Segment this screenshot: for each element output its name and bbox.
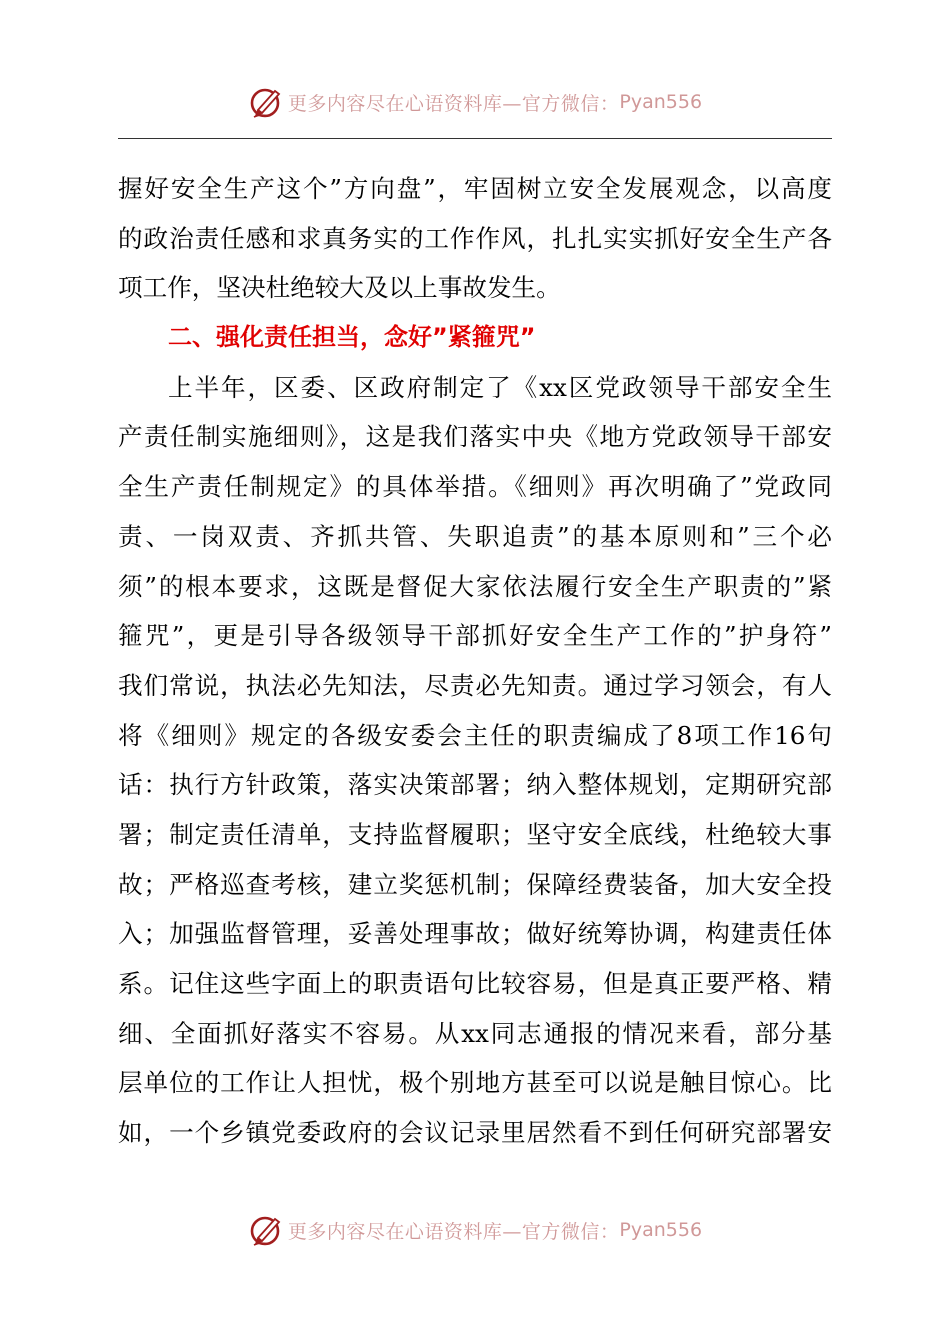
paragraph-line: 署；制定责任清单，支持监督履职；坚守安全底线，杜绝较大事	[118, 819, 832, 849]
paragraph-line: 将《细则》规定的各级安委会主任的职责编成了8项工作16句	[118, 720, 832, 750]
pen-logo-icon	[248, 84, 284, 120]
document-body	[118, 164, 832, 1158]
banner-text: 更多内容尽在心语资料库—官方微信：	[287, 1220, 620, 1243]
text-line: 项工作，坚决杜绝较大及以上事故发生。	[118, 273, 561, 303]
paragraph-line: 层单位的工作让人担忧，极个别地方甚至可以说是触目惊心。比	[118, 1068, 832, 1098]
paragraph-line: 细、全面抓好落实不容易。从xx同志通报的情况来看，部分基	[118, 1018, 832, 1048]
paragraph-line: 如，一个乡镇党委政府的会议记录里居然看不到任何研究部署安	[118, 1118, 832, 1148]
paragraph-line: 上半年，区委、区政府制定了《xx区党政领导干部安全生	[168, 372, 832, 402]
banner-wechat-handle: Pyan556	[619, 91, 703, 113]
paragraph-line: 责、一岗双责、齐抓共管、失职追责”的基本原则和”三个必	[118, 521, 832, 551]
pen-logo-icon	[248, 1212, 284, 1248]
section-heading: 二、强化责任担当，念好”紧箍咒”	[168, 323, 536, 352]
paragraph-line: 入；加强监督管理，妥善处理事故；做好统筹协调，构建责任体	[118, 919, 832, 949]
banner-text: 更多内容尽在心语资料库—官方微信：	[287, 92, 620, 115]
header-banner	[0, 80, 950, 124]
text-line: 的政治责任感和求真务实的工作作风，扎扎实实抓好安全生产各	[118, 223, 832, 253]
paragraph-line: 系。记住这些字面上的职责语句比较容易，但是真正要严格、精	[118, 969, 832, 998]
footer-banner	[0, 1208, 950, 1252]
banner-wechat-handle: Pyan556	[619, 1219, 703, 1241]
paragraph-line: 我们常说，执法必先知法，尽责必先知责。通过学习领会，有人	[118, 670, 832, 700]
paragraph-line: 产责任制实施细则》，这是我们落实中央《地方党政领导干部安	[118, 422, 832, 452]
paragraph-line: 话：执行方针政策，落实决策部署；纳入整体规划，定期研究部	[118, 770, 832, 800]
paragraph-line: 故；严格巡查考核，建立奖惩机制；保障经费装备，加大安全投	[118, 869, 832, 899]
header-divider	[118, 138, 832, 139]
paragraph-line: 全生产责任制规定》的具体举措。《细则》再次明确了”党政同	[118, 472, 832, 502]
paragraph-line: 箍咒”，更是引导各级领导干部抓好安全生产工作的”护身符”	[118, 621, 832, 651]
text-line: 握好安全生产这个”方向盘”，牢固树立安全发展观念，以高度	[118, 174, 832, 203]
paragraph-line: 须”的根本要求，这既是督促大家依法履行安全生产职责的”紧	[118, 571, 832, 601]
